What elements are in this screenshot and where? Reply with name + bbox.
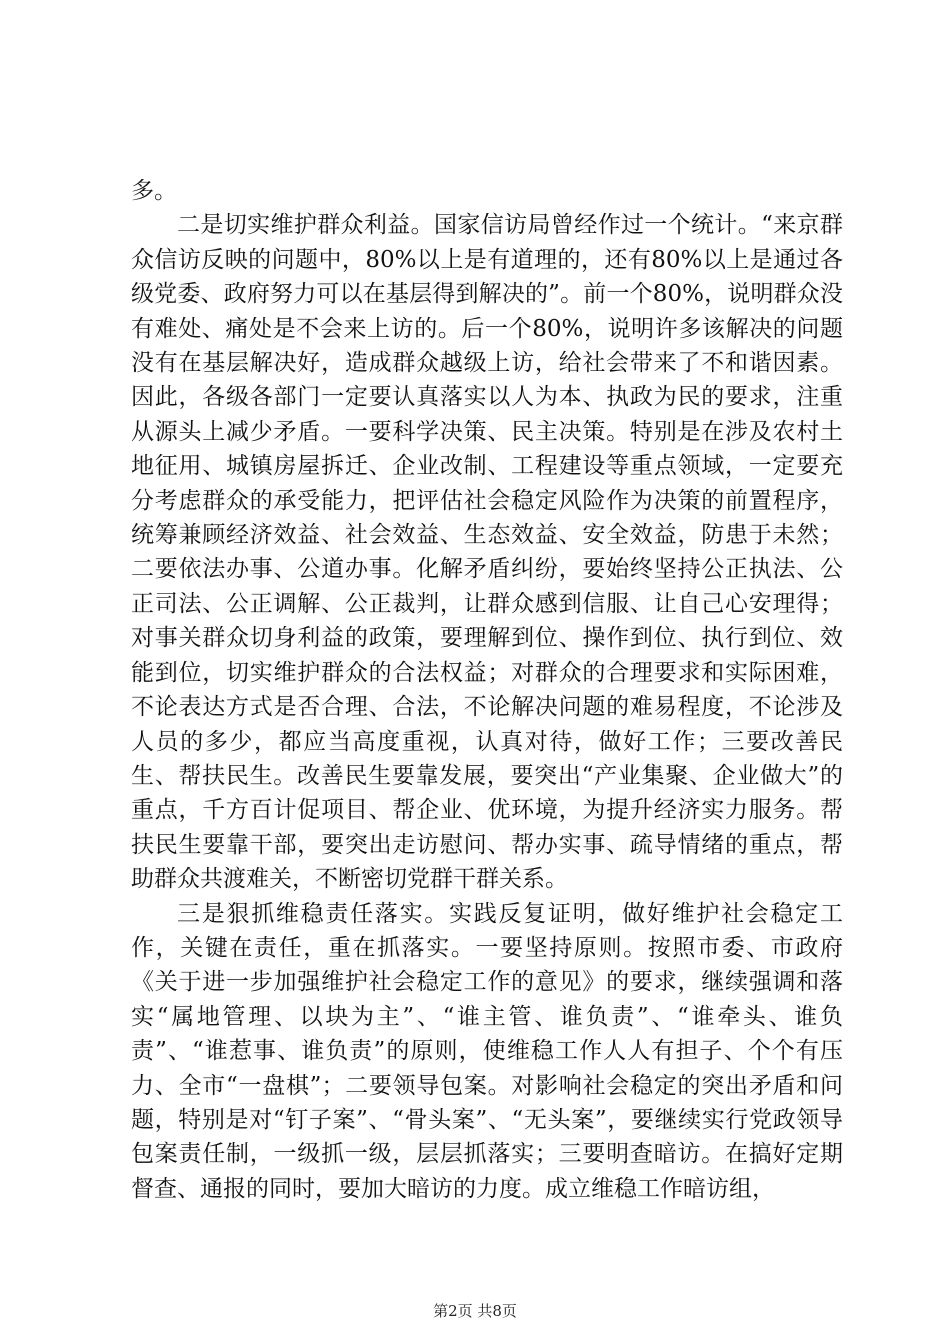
page-number-footer: 第2页 共8页 [433,1302,517,1320]
paragraph-protect-interests: 二是切实维护群众利益。国家信访局曾经作过一个统计。“来京群众信访反映的问题中，80%以上是有道理的，还有80%以上是通过各级党委、政府努力可以在基层得到解决的”。前一个80%，说明群众没有难处、痛处是不会来上访的。后一个80%，说明许多该解决的问题没有在基层解决好，造成群众越级上访，给社会带来了不和谐因素。因此，各级各部门一定要认真落实以人为本、执政为民的要求，注重从源头上减少矛盾。一要科学决策、民主决策。特别是在涉及农村土地征用、城镇房屋拆迁、企业改制、工程建设等重点领域，一定要充分考虑群众的承受能力，把评估社会稳定风险作为决策的前置程序，统筹兼顾经济效益、社会效益、生态效益、安全效益，防患于未然；二要依法办事、公道办事。化解矛盾纠纷，要始终坚持公正执法、公正司法、公正调解、公正裁判，让群众感到信服、让自己心安理得；对事关群众切身利益的政策，要理解到位、操作到位、执行到位、效能到位，切实维护群众的合法权益；对群众的合理要求和实际困难，不论表达方式是否合理、合法，不论解决问题的难易程度，不论涉及人员的多少，都应当高度重视，认真对待，做好工作；三要改善民生、帮扶民生。改善民生要靠发展，要突出“产业集聚、企业做大”的重点，千方百计促项目、帮企业、优环境，为提升经济实力服务。帮扶民生要靠干部，要突出走访慰问、帮办实事、疏导情绪的重点，帮助群众共渡难关，不断密切党群干群关系。 [131,212,843,893]
paragraph-continuation: 多。 [131,178,177,204]
document-body [131,174,843,1206]
paragraph-responsibility: 三是狠抓维稳责任落实。实践反复证明，做好维护社会稳定工作，关键在责任，重在抓落实。一要坚持原则。按照市委、市政府《关于进一步加强维护社会稳定工作的意见》的要求，继续强调和落实“属地管理、以块为主”、“谁主管、谁负责”、“谁牵头、谁负责”、“谁惹事、谁负责”的原则，使维稳工作人人有担子、个个有压力、全市“一盘棋”；二要领导包案。对影响社会稳定的突出矛盾和问题，特别是对“钉子案”、“骨头案”、“无头案”，要继续实行党政领导包案责任制，一级抓一级，层层抓落实；三要明查暗访。在搞好定期督查、通报的同时，要加大暗访的力度。成立维稳工作暗访组， [131,900,843,1202]
